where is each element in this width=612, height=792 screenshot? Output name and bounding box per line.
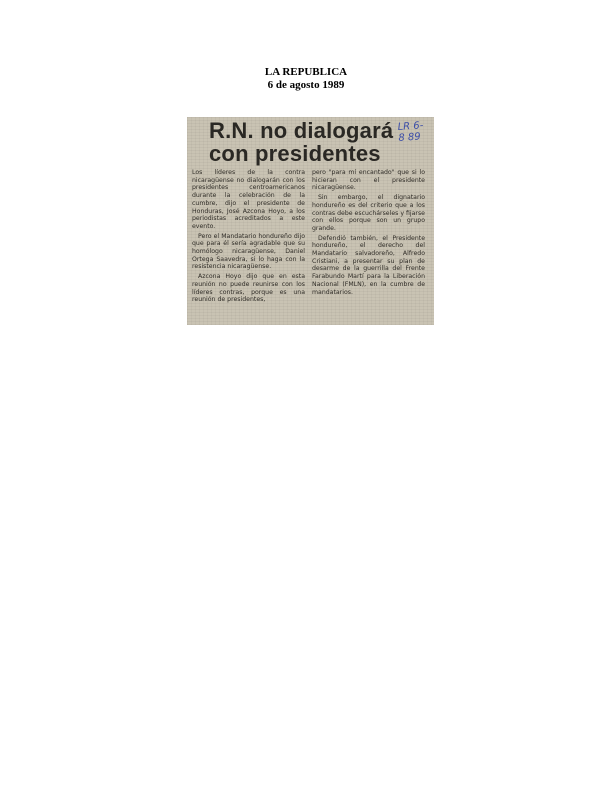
clipping-headline xyxy=(209,119,409,165)
headline-line-1: R.N. no dialogará xyxy=(209,118,394,143)
article-paragraph: Pero el Mandatario hondureño dijo que para él sería agradable que su homólogo nicaragüense, Daniel Ortega Saavedra, si lo haga con la resistencia nicaragüense. xyxy=(192,232,305,271)
document-header xyxy=(0,66,612,92)
newspaper-name: LA REPUBLICA xyxy=(264,66,348,78)
handwritten-note: LR 6-8 89 xyxy=(397,120,424,145)
article-paragraph: Azcona Hoyo dijo que en esta reunión no puede reunirse con los líderes contras, porque es una reunión de presidentes, xyxy=(192,273,305,304)
article-paragraph: Defendió también, el Presidente hondureño, el derecho del Mandatario salvadoreño, Alfredo Cristiani, a presentar su plan de desarme de la guerrilla del Frente Farabundo Martí para la Liberación Nacional (FMLN), en la cumbre de mandatarios. xyxy=(312,234,425,296)
article-column-right xyxy=(312,169,425,298)
article-paragraph: Los líderes de la contra nicaragüense no dialogarán con los presidentes centroamericanos durante la celebración de la cumbre, dijo el presidente de Honduras, José Azcona Hoyo, a los periodistas acreditados a este evento. xyxy=(192,169,305,230)
newspaper-clipping xyxy=(187,117,434,325)
article-column-left xyxy=(192,169,305,306)
headline-line-2: con presidentes xyxy=(209,141,381,166)
publication-date: 6 de agosto 1989 xyxy=(267,79,345,91)
article-paragraph: Sin embargo, el dignatario hondureño es del criterio que a los contras debe escuchárseles y fijarse con ellos porque son un grupo grande. xyxy=(312,194,425,232)
article-paragraph: pero "para mí encantado" que si lo hicieran con el presidente nicaragüense. xyxy=(312,169,425,192)
